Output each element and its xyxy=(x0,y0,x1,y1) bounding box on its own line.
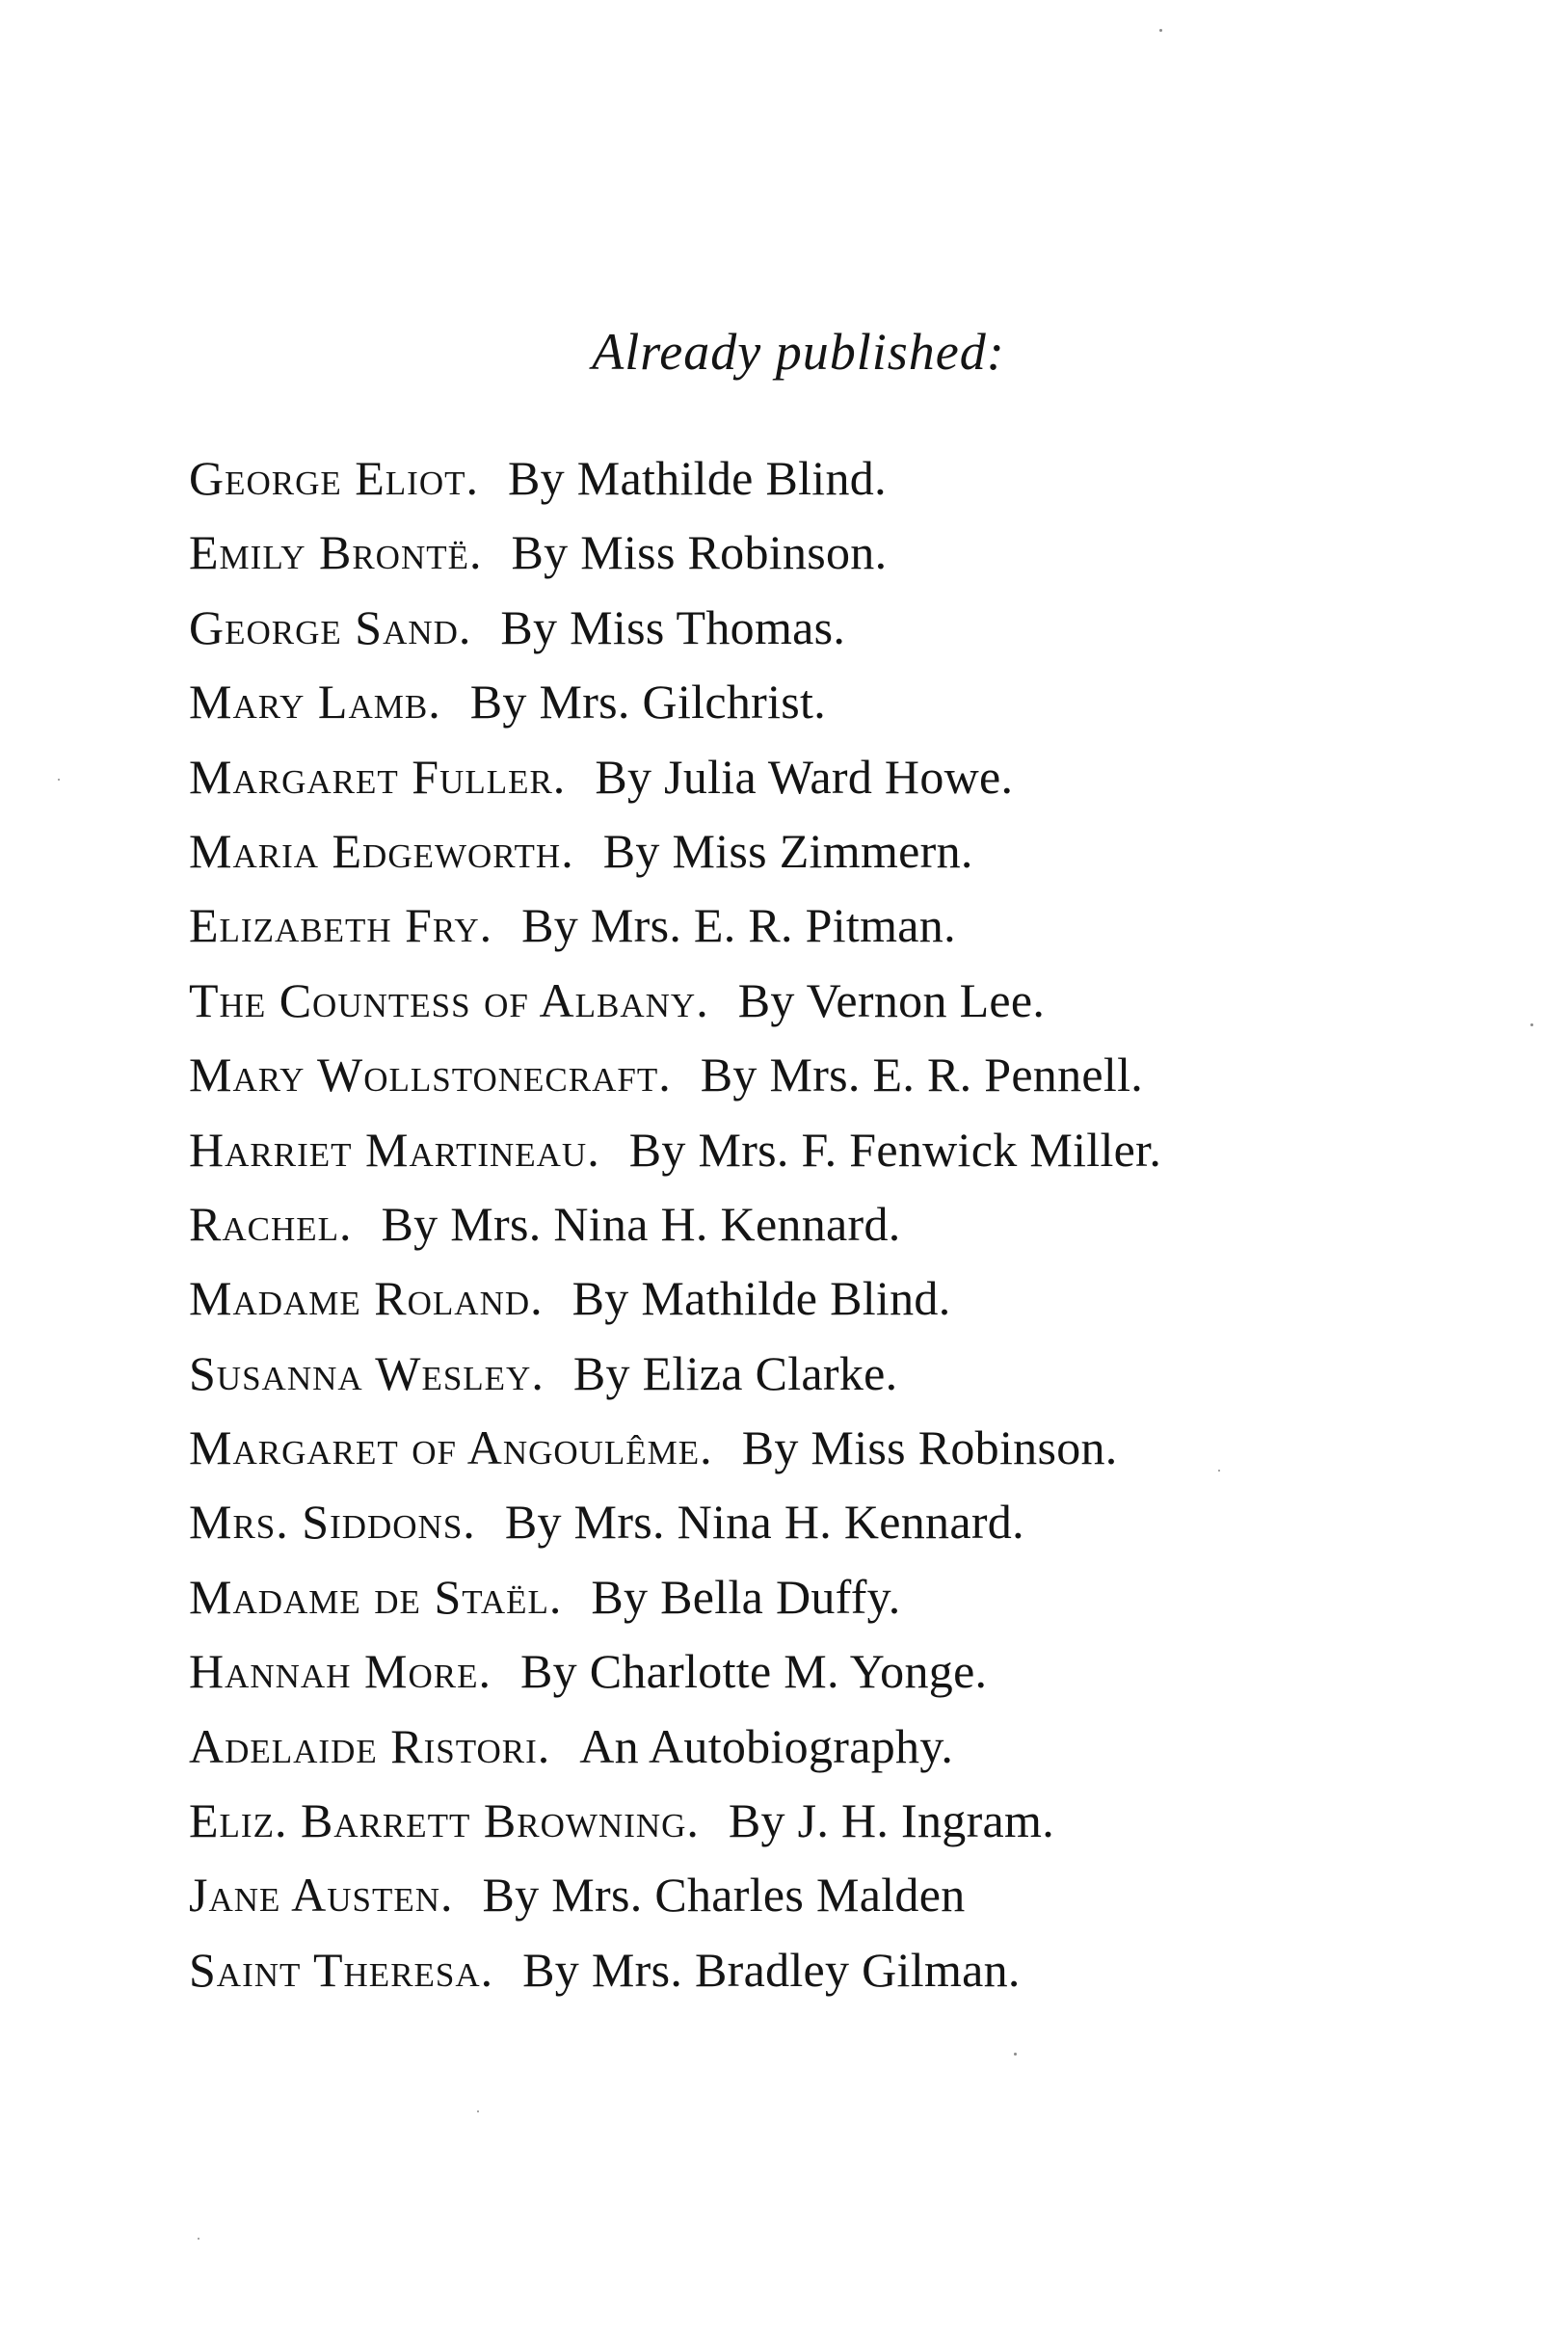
entry-subject: Saint Theresa. xyxy=(189,1942,494,1997)
entry-author: By Mathilde Blind. xyxy=(571,1271,951,1326)
entry-author: By Mathilde Blind. xyxy=(508,451,887,505)
paper-speck xyxy=(1218,1470,1220,1472)
entry-subject: Margaret of Angoulême. xyxy=(189,1420,713,1475)
list-item xyxy=(189,889,1161,963)
entry-subject: Jane Austen. xyxy=(189,1868,454,1923)
entry-subject: Eliz. Barrett Browning. xyxy=(189,1793,700,1848)
entry-subject: Emily Brontë. xyxy=(189,525,483,580)
entry-author: By Vernon Lee. xyxy=(737,972,1046,1027)
publication-list xyxy=(189,441,1161,2007)
list-item xyxy=(189,740,1161,814)
entry-subject: Mary Wollstonecraft. xyxy=(189,1048,672,1102)
entry-subject: Susanna Wesley. xyxy=(189,1345,545,1400)
list-item xyxy=(189,516,1161,590)
paper-speck xyxy=(477,2110,479,2112)
entry-author: By Miss Zimmern. xyxy=(602,823,973,878)
heading-text: Already published: xyxy=(592,323,1005,381)
list-item xyxy=(189,1261,1161,1336)
list-item xyxy=(189,665,1161,739)
entry-subject: George Eliot. xyxy=(189,451,479,505)
entry-subject: Mary Lamb. xyxy=(189,675,441,730)
entry-subject: Madame Roland. xyxy=(189,1271,544,1326)
entry-subject: Elizabeth Fry. xyxy=(189,898,493,953)
entry-author: By Eliza Clarke. xyxy=(572,1345,898,1400)
list-item xyxy=(189,1113,1161,1187)
list-item xyxy=(189,814,1161,889)
entry-author: By Mrs. F. Fenwick Miller. xyxy=(628,1122,1162,1177)
list-item xyxy=(189,1187,1161,1261)
list-item xyxy=(189,1560,1161,1634)
entry-author: By Miss Robinson. xyxy=(511,525,888,580)
entry-subject: Madame de Staël. xyxy=(189,1569,563,1624)
paper-speck xyxy=(58,779,60,781)
list-item xyxy=(189,1038,1161,1112)
entry-author: By Mrs. Nina H. Kennard. xyxy=(381,1196,901,1251)
page-heading xyxy=(0,318,1568,385)
paper-speck xyxy=(1530,1023,1533,1026)
entry-author: By Mrs. Nina H. Kennard. xyxy=(504,1495,1024,1550)
list-item xyxy=(189,1337,1161,1411)
list-item xyxy=(189,1933,1161,2007)
entry-author: By Mrs. E. R. Pitman. xyxy=(521,898,956,953)
list-item xyxy=(189,1710,1161,1784)
entry-subject: Mrs. Siddons. xyxy=(189,1495,476,1550)
list-item xyxy=(189,1858,1161,1932)
paper-speck xyxy=(1014,2053,1017,2056)
entry-subject: Harriet Martineau. xyxy=(189,1122,600,1177)
list-item xyxy=(189,964,1161,1038)
list-item xyxy=(189,1784,1161,1858)
entry-author: By Mrs. Bradley Gilman. xyxy=(522,1942,1021,1997)
entry-subject: George Sand. xyxy=(189,599,472,654)
list-item xyxy=(189,591,1161,665)
entry-author: By Miss Thomas. xyxy=(500,599,846,654)
entry-subject: The Countess of Albany. xyxy=(189,972,709,1027)
entry-author: By Mrs. E. R. Pennell. xyxy=(700,1048,1144,1102)
entry-author: By Mrs. Charles Malden xyxy=(482,1868,966,1923)
entry-author: By Charlotte M. Yonge. xyxy=(519,1644,988,1699)
entry-subject: Hannah More. xyxy=(189,1644,492,1699)
list-item xyxy=(189,441,1161,516)
entry-author: By J. H. Ingram. xyxy=(728,1793,1055,1848)
entry-author: By Mrs. Gilchrist. xyxy=(469,675,827,730)
paper-speck xyxy=(1159,29,1162,32)
entry-subject: Adelaide Ristori. xyxy=(189,1718,551,1773)
entry-author: By Julia Ward Howe. xyxy=(595,749,1014,804)
entry-subject: Margaret Fuller. xyxy=(189,749,567,804)
entry-author: By Bella Duffy. xyxy=(591,1569,901,1624)
entry-subject: Maria Edgeworth. xyxy=(189,823,574,878)
entry-author: By Miss Robinson. xyxy=(741,1420,1118,1475)
list-item xyxy=(189,1634,1161,1709)
entry-author: An Autobiography. xyxy=(579,1718,954,1773)
paper-speck xyxy=(198,2238,199,2240)
list-item xyxy=(189,1485,1161,1559)
entry-subject: Rachel. xyxy=(189,1196,353,1251)
list-item xyxy=(189,1411,1161,1485)
